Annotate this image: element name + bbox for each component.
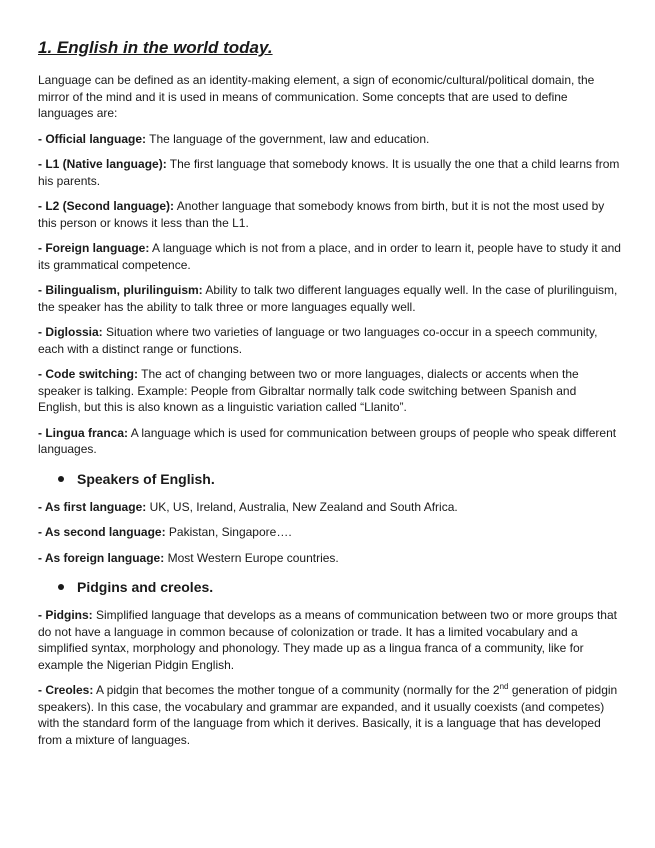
speakers-heading-text: Speakers of English. — [77, 470, 215, 487]
definition-official-language — [38, 131, 621, 148]
definition-term: - Official language: — [38, 131, 147, 146]
definition-term: - Lingua franca: — [38, 425, 129, 440]
definition-foreign-language — [38, 240, 621, 273]
speakers-first-language — [38, 499, 621, 516]
speakers-heading — [38, 470, 621, 488]
definition-term: - Diglossia: — [38, 325, 103, 339]
pidgins-heading-text: Pidgins and creoles. — [77, 579, 214, 595]
speakers-text: Pakistan, Singapore…. — [165, 525, 292, 539]
ordinal-superscript: nd — [499, 682, 509, 691]
pidgins-heading — [38, 578, 621, 596]
definition-term: - Creoles: — [38, 683, 94, 697]
definition-text: Another language that somebody knows from birth, but it is not the most used by this person or knows it less than the L1. — [38, 199, 605, 230]
definition-text-end: generation of pidgin speakers). In this case, the vocabulary and grammar are expanded, and it usually coexists (and competes) with the standard form of the language from which it derives. Basically, it is a language that has developed from a mixture of languages. — [38, 683, 618, 747]
definition-term: - Code switching: — [38, 367, 138, 381]
definition-l2 — [38, 198, 621, 231]
definition-text: The first language that somebody knows. It is usually the one that a child learns from his parents. — [38, 157, 620, 188]
bullet-icon — [58, 476, 64, 482]
definition-l1 — [38, 156, 621, 189]
definition-term: - Pidgins: — [38, 608, 93, 622]
definition-pidgins — [38, 607, 621, 673]
definition-creoles — [38, 682, 621, 748]
definition-text: Simplified language that develops as a means of communication between two or more groups that do not have a language in common because of colonization or trade. It has a limited vocabulary and a simplified syntax, morphology and phonology. They made up as a lingua franca of a community, like for example the Nigerian Pidgin English. — [38, 608, 617, 672]
speakers-foreign-language — [38, 550, 621, 567]
speakers-second-language — [38, 524, 621, 541]
definition-text-start: A pidgin that becomes the mother tongue of a community (normally for the 2 — [93, 683, 500, 697]
speakers-term: - As first language: — [38, 499, 147, 514]
definition-diglossia — [38, 324, 621, 357]
definition-term: - Foreign language: — [38, 241, 150, 255]
bullet-icon — [58, 584, 64, 590]
document-title: 1. English in the world today. — [38, 38, 273, 57]
definition-code-switching — [38, 366, 621, 416]
definition-text: The language of the government, law and education. — [146, 131, 430, 146]
definition-lingua-franca — [38, 425, 621, 458]
definition-text: A language which is used for communication between groups of people who speak different languages. — [38, 425, 617, 456]
speakers-term: - As foreign language: — [38, 550, 165, 565]
speakers-text: Most Western Europe countries. — [164, 550, 339, 565]
definition-text: The act of changing between two or more languages, dialects or accents when the speaker is talking. Example: People from Gibraltar normally talk code switching between Spanish and English, but this is also known as a linguistic variation called “Llanito”. — [38, 367, 579, 414]
speakers-text: UK, US, Ireland, Australia, New Zealand and South Africa. — [146, 499, 458, 514]
definition-text: Situation where two varieties of language or two languages co-occur in a speech community, each with a distinct range or functions. — [38, 325, 598, 356]
definition-text: A language which is not from a place, and in order to learn it, people have to study it and its grammatical competence. — [38, 241, 621, 272]
definition-text: Ability to talk two different languages equally well. In the case of plurilinguism, the speaker has the ability to talk three or more languages equally well. — [38, 283, 618, 314]
speakers-term: - As second language: — [38, 525, 166, 539]
definition-term: - L1 (Native language): — [38, 157, 167, 171]
intro-paragraph: Language can be defined as an identity-making element, a sign of economic/cultural/political domain, the mirror of the mind and it is used in means of communication. Some concepts that are used to define languages are: — [38, 73, 595, 120]
definition-term: - L2 (Second language): — [38, 199, 175, 213]
definition-bilingualism — [38, 282, 621, 315]
definition-term: - Bilingualism, plurilinguism: — [38, 283, 203, 297]
